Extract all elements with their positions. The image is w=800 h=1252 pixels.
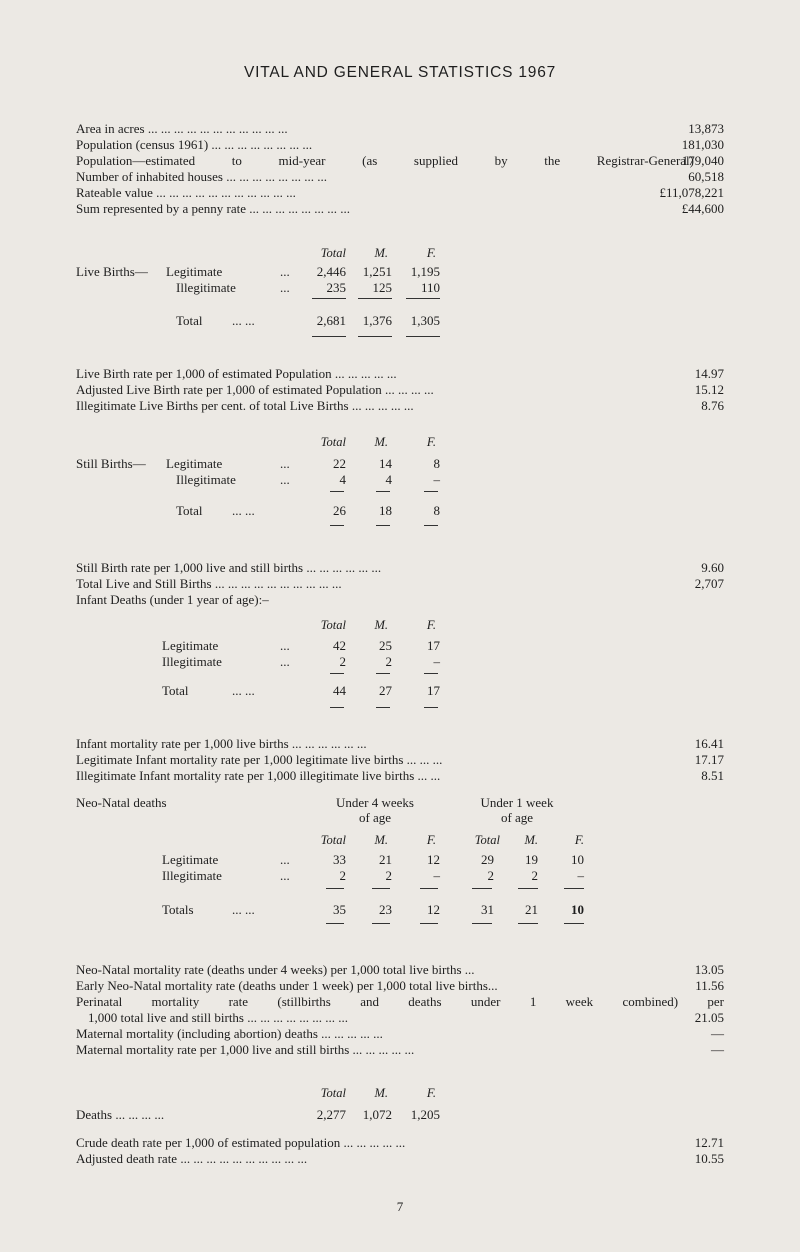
stat-row: Area in acres ... ... ... ... ... ... ... ... ... ... ... 13,873 xyxy=(76,121,724,136)
group-header: Under 1 week xyxy=(480,795,554,810)
cell: 4 xyxy=(385,472,392,487)
rule xyxy=(372,888,390,889)
cell: 2,277 xyxy=(316,1107,346,1122)
rule xyxy=(472,888,492,889)
group-header: Under 4 weeks xyxy=(336,795,414,810)
row-label: Total xyxy=(162,683,189,698)
cell: 10 xyxy=(571,902,584,917)
cell: 1,305 xyxy=(410,313,440,328)
rule xyxy=(424,707,438,708)
row-dots: ... xyxy=(280,638,290,653)
rule xyxy=(326,888,344,889)
row-label: Illegitimate xyxy=(162,868,222,883)
rule xyxy=(424,525,438,526)
stat-row: Sum represented by a penny rate ... ... ... ... ... ... ... ... £44,600 xyxy=(76,201,724,216)
column-header: F. xyxy=(426,1086,436,1100)
stat-row: Population (census 1961) ... ... ... ... ... ... ... ... 181,030 xyxy=(76,137,724,152)
row-label: Legitimate xyxy=(166,456,223,471)
stat-row: Infant mortality rate per 1,000 live births ... ... ... ... ... ... 16.41 xyxy=(76,736,724,751)
cell: 12 xyxy=(427,852,440,867)
cell: 2 xyxy=(339,654,346,669)
column-header: Total xyxy=(474,833,500,847)
cell: 110 xyxy=(420,280,440,295)
cell: 1,205 xyxy=(410,1107,440,1122)
column-header: M. xyxy=(374,1086,388,1100)
cell: 8 xyxy=(433,503,440,518)
row-label: Illegitimate xyxy=(176,280,236,295)
group-header: of age xyxy=(500,810,534,825)
stat-row: Neo-Natal mortality rate (deaths under 4 weeks) per 1,000 total live births ... 13.05 xyxy=(76,962,724,977)
group-label: Still Births— xyxy=(76,456,146,471)
row-label: Total xyxy=(176,503,203,518)
column-header: Total xyxy=(320,246,346,260)
rule xyxy=(358,298,392,299)
row-dots: ... xyxy=(280,654,290,669)
column-header: F. xyxy=(426,435,436,449)
page-title: VITAL AND GENERAL STATISTICS 1967 xyxy=(243,64,557,81)
cell: 10 xyxy=(571,852,584,867)
rule xyxy=(518,888,538,889)
row-label: Legitimate xyxy=(162,852,219,867)
row-dots: ... xyxy=(280,264,290,279)
rule xyxy=(518,923,538,924)
column-header: Total xyxy=(320,1086,346,1100)
cell: 17 xyxy=(427,638,440,653)
cell: 2 xyxy=(531,868,538,883)
column-header: M. xyxy=(374,618,388,632)
row-dots: ... xyxy=(280,472,290,487)
rule xyxy=(420,888,438,889)
cell: 1,376 xyxy=(362,313,392,328)
cell: 1,251 xyxy=(362,264,392,279)
rule xyxy=(326,923,344,924)
cell: 18 xyxy=(379,503,392,518)
cell: 35 xyxy=(333,902,346,917)
stat-row: Illegitimate Live Births per cent. of total Live Births ... ... ... ... ... 8.76 xyxy=(76,398,724,413)
stat-row: Legitimate Infant mortality rate per 1,000 legitimate live births ... ... ... 17.17 xyxy=(76,752,724,767)
row-dots: ... xyxy=(280,868,290,883)
rule xyxy=(424,491,438,492)
stat-row: Population—estimated to mid-year (as supplied by the Registrar-General) 179,040 xyxy=(76,153,724,168)
row-dots: ... ... xyxy=(232,902,255,917)
cell: 21 xyxy=(379,852,392,867)
cell: 14 xyxy=(379,456,392,471)
rule xyxy=(372,923,390,924)
cell: 8 xyxy=(433,456,440,471)
stat-row: Live Birth rate per 1,000 of estimated Population ... ... ... ... ... 14.97 xyxy=(76,366,724,381)
cell: 4 xyxy=(339,472,346,487)
cell: 21 xyxy=(525,902,538,917)
rule xyxy=(330,525,344,526)
cell: 33 xyxy=(333,852,346,867)
rule xyxy=(376,707,390,708)
cell: 44 xyxy=(333,683,346,698)
rule xyxy=(330,491,344,492)
cell: 2 xyxy=(385,654,392,669)
stat-row: 1,000 total live and still births ... ... ... ... ... ... ... ... 21.05 xyxy=(88,1010,724,1025)
rule xyxy=(358,336,392,337)
cell: 22 xyxy=(333,456,346,471)
cell: 2 xyxy=(385,868,392,883)
stat-row: Maternal mortality (including abortion) deaths ... ... ... ... ... — xyxy=(76,1026,724,1041)
cell: 26 xyxy=(333,503,346,518)
group-header: of age xyxy=(358,810,392,825)
page-number: 7 xyxy=(396,1199,404,1214)
stat-row: Early Neo-Natal mortality rate (deaths under 1 week) per 1,000 total live births... 11.56 xyxy=(76,978,724,993)
cell: 27 xyxy=(379,683,392,698)
rule xyxy=(420,923,438,924)
cell: 17 xyxy=(427,683,440,698)
row-label: Illegitimate xyxy=(176,472,236,487)
row-label: Totals xyxy=(162,902,194,917)
column-header: F. xyxy=(426,246,436,260)
cell: 2,446 xyxy=(316,264,346,279)
row-label: Legitimate xyxy=(162,638,219,653)
rule xyxy=(376,525,390,526)
row-dots: ... ... xyxy=(232,313,255,328)
rule xyxy=(376,673,390,674)
cell: 25 xyxy=(379,638,392,653)
stat-row: Maternal mortality rate per 1,000 live and still births ... ... ... ... ... — xyxy=(76,1042,724,1057)
rule xyxy=(472,923,492,924)
stat-row: Still Birth rate per 1,000 live and still births ... ... ... ... ... ... 9.60 xyxy=(76,560,724,575)
row-dots: ... ... xyxy=(232,503,255,518)
stat-row: Crude death rate per 1,000 of estimated population ... ... ... ... ... 12.71 xyxy=(76,1135,724,1150)
column-header: M. xyxy=(374,833,388,847)
row-dots: ... ... xyxy=(232,683,255,698)
rule xyxy=(564,888,584,889)
cell: 23 xyxy=(379,902,392,917)
column-header: Total xyxy=(320,833,346,847)
column-header: F. xyxy=(426,833,436,847)
section-heading: Infant Deaths (under 1 year of age):– xyxy=(76,592,269,607)
row-dots: ... xyxy=(280,280,290,295)
stat-row: Adjusted Live Birth rate per 1,000 of estimated Population ... ... ... ... 15.12 xyxy=(76,382,724,397)
group-label: Live Births— xyxy=(76,264,148,279)
column-header: Total xyxy=(320,435,346,449)
cell: 2,681 xyxy=(316,313,346,328)
cell: – xyxy=(433,654,440,669)
row-label: Illegitimate xyxy=(162,654,222,669)
cell: 235 xyxy=(326,280,346,295)
cell: 1,195 xyxy=(410,264,440,279)
cell: 12 xyxy=(427,902,440,917)
row-label: Legitimate xyxy=(166,264,223,279)
rule xyxy=(330,707,344,708)
column-header: Total xyxy=(320,618,346,632)
row-label: Total xyxy=(176,313,203,328)
stat-row: Number of inhabited houses ... ... ... ... ... ... ... ... 60,518 xyxy=(76,169,724,184)
column-header: M. xyxy=(374,435,388,449)
cell: – xyxy=(577,868,584,883)
rule xyxy=(376,491,390,492)
stat-row: Illegitimate Infant mortality rate per 1,000 illegitimate live births ... ... 8.51 xyxy=(76,768,724,783)
column-header: F. xyxy=(574,833,584,847)
rule xyxy=(312,336,346,337)
rule xyxy=(564,923,584,924)
stat-row: Rateable value ... ... ... ... ... ... ... ... ... ... ... £11,078,221 xyxy=(76,185,724,200)
column-header: M. xyxy=(524,833,538,847)
row-dots: ... xyxy=(280,852,290,867)
rule xyxy=(406,298,440,299)
cell: – xyxy=(433,868,440,883)
stat-row: Total Live and Still Births ... ... ... ... ... ... ... ... ... ... 2,707 xyxy=(76,576,724,591)
cell: 2 xyxy=(487,868,494,883)
cell: 2 xyxy=(339,868,346,883)
cell: 42 xyxy=(333,638,346,653)
column-header: F. xyxy=(426,618,436,632)
rule xyxy=(406,336,440,337)
rule xyxy=(312,298,346,299)
stat-row: Adjusted death rate ... ... ... ... ... ... ... ... ... ... 10.55 xyxy=(76,1151,724,1166)
stat-row: Perinatal mortality rate (stillbirths and deaths under 1 week combined) per xyxy=(76,994,724,1009)
cell: 1,072 xyxy=(362,1107,392,1122)
column-header: M. xyxy=(374,246,388,260)
cell: 19 xyxy=(525,852,538,867)
cell: – xyxy=(433,472,440,487)
rule xyxy=(330,673,344,674)
row-dots: ... xyxy=(280,456,290,471)
row-label: Deaths ... ... ... ... xyxy=(76,1107,165,1122)
section-heading: Neo-Natal deaths xyxy=(76,795,167,810)
cell: 29 xyxy=(481,852,494,867)
cell: 125 xyxy=(372,280,392,295)
cell: 31 xyxy=(481,902,494,917)
rule xyxy=(424,673,438,674)
